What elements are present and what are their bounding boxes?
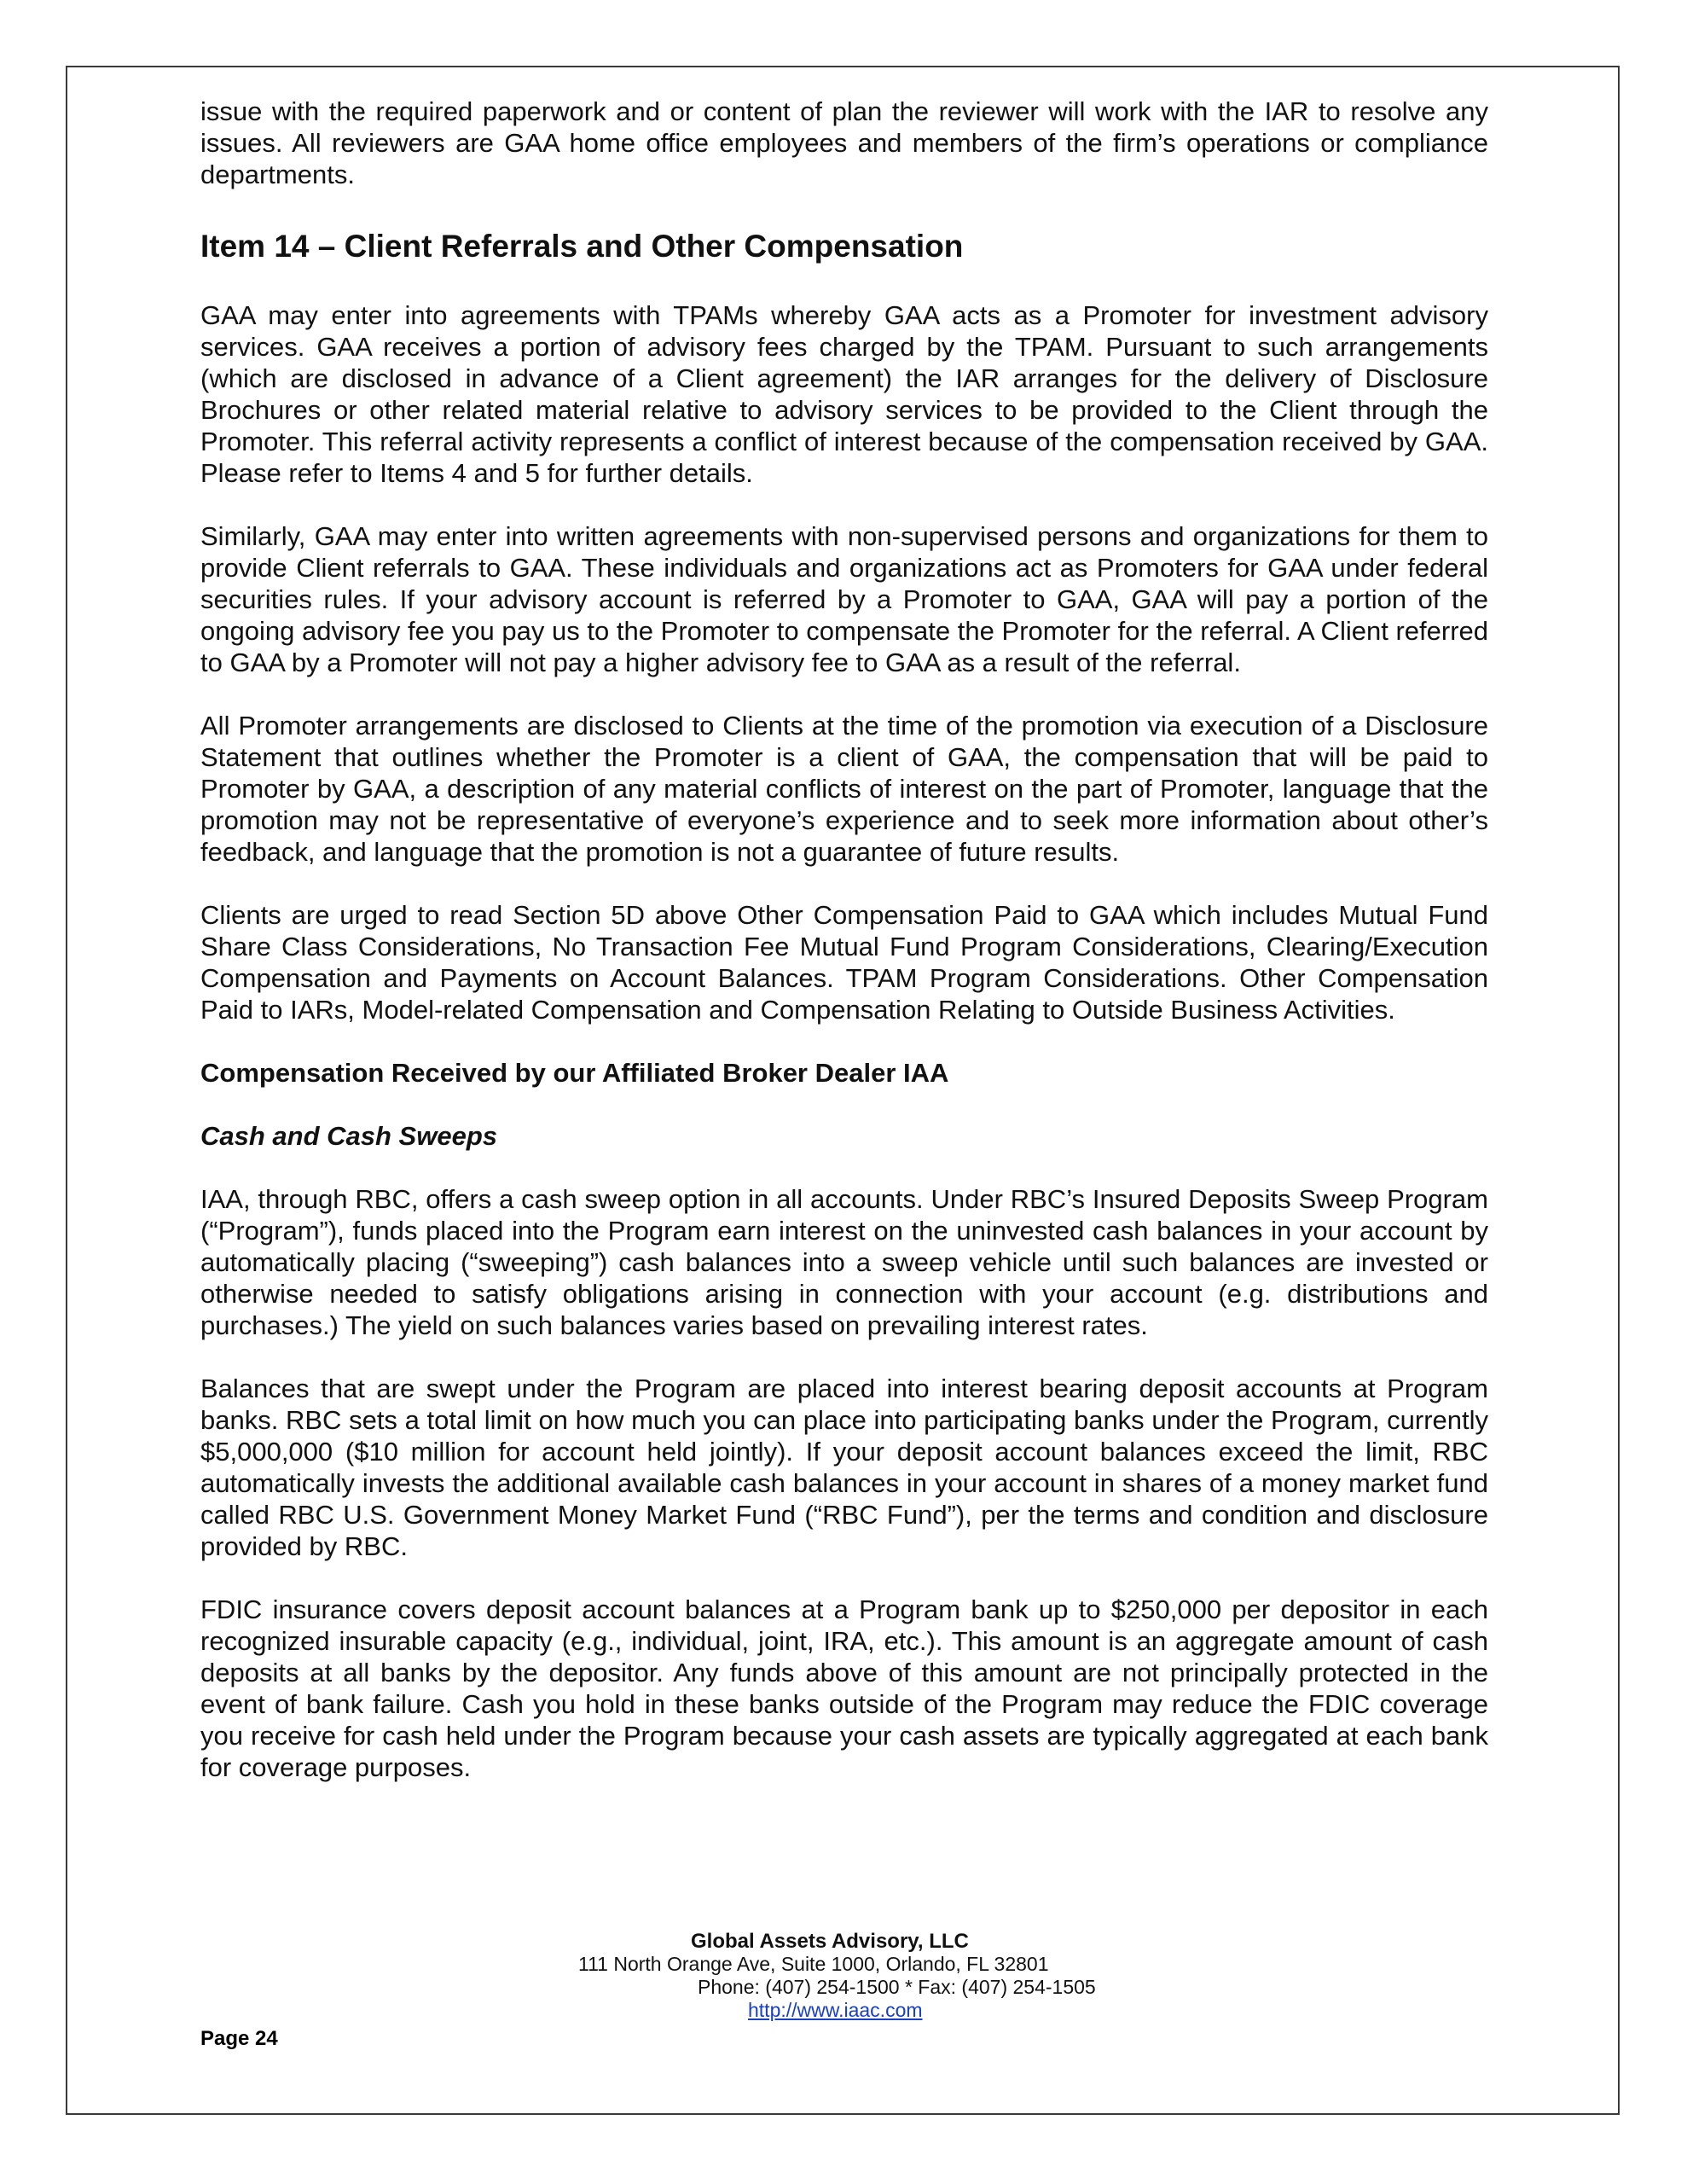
paragraph-fdic-insurance: FDIC insurance covers deposit account balances at a Program bank up to $250,000 per depositor in each recognized insurable capacity (e.g., individual, joint, IRA, etc.). This amount is an aggregate amount of cash deposits at all banks by the depositor. Any funds above of this amount are not principally protected in the event of bank failure. Cash you hold in these banks outside of the Program may reduce the FDIC coverage you receive for cash held under the Program because your cash assets are typically aggregated at each bank for coverage purposes. — [200, 1594, 1488, 1782]
footer-website-link[interactable]: http://www.iaac.com — [748, 1999, 923, 2021]
paragraph-program-balances: Balances that are swept under the Program are placed into interest bearing deposit accounts at Program banks. RBC sets a total limit on how much you can place into participating banks under the Program, currently $5,000,000 ($10 million for account held jointly). If your deposit account balances exceed the limit, RBC automatically invests the additional available cash balances in your account in shares of a money market fund called RBC U.S. Government Money Market Fund (“RBC Fund”), per the terms and condition and disclosure provided by RBC. — [200, 1374, 1488, 1561]
footer-company: Global Assets Advisory, LLC — [691, 1930, 969, 1953]
paragraph-section-5d: Clients are urged to read Section 5D above Other Compensation Paid to GAA which includes Mutual Fund Share Class Considerations, No Transaction Fee Mutual Fund Program Considerations, Clearing/Execution Compensation and Payments on Account Balances. TPAM Program Considerations. Other Compensation Paid to IARs, Model-related Compensation and Compensation Relating to Outside Business Activities. — [200, 900, 1488, 1025]
footer-address: 111 North Orange Ave, Suite 1000, Orlando, FL 32801 — [578, 1953, 1049, 1975]
subheading-broker-dealer: Compensation Received by our Affiliated Broker Dealer IAA — [200, 1058, 949, 1088]
section-heading: Item 14 – Client Referrals and Other Compensation — [200, 229, 964, 264]
paragraph-written-agreements: Similarly, GAA may enter into written agreements with non-supervised persons and organizations for them to provide Client referrals to GAA. These individuals and organizations act as Promoters for GAA under federal securities rules. If your advisory account is referred by a Promoter to GAA, GAA will pay a portion of the ongoing advisory fee you pay us to the Promoter to compensate the Promoter for the referral. A Client referred to GAA by a Promoter will not pay a higher advisory fee to GAA as a result of the referral. — [200, 521, 1488, 677]
footer-phone: Phone: (407) 254-1500 * Fax: (407) 254-1505 — [698, 1976, 1096, 1998]
paragraph-continuation: issue with the required paperwork and or content of plan the reviewer will work with the IAR to resolve any issues. All reviewers are GAA home office employees and members of the firm’s operations or compliance departments. — [200, 96, 1488, 189]
paragraph-cash-sweep-option: IAA, through RBC, offers a cash sweep option in all accounts. Under RBC’s Insured Deposits Sweep Program (“Program”), funds placed into the Program earn interest on the uninvested cash balances in your account by automatically placing (“sweeping”) cash balances into a sweep vehicle until such balances are invested or otherwise needed to satisfy obligations arising in connection with your account (e.g. distributions and purchases.) The yield on such balances varies based on prevailing interest rates. — [200, 1184, 1488, 1340]
document-body — [200, 96, 1488, 1783]
page-number: Page 24 — [200, 2027, 278, 2050]
paragraph-promoter-arrangements: All Promoter arrangements are disclosed to Clients at the time of the promotion via execution of a Disclosure Statement that outlines whether the Promoter is a client of GAA, the compensation that will be paid to Promoter by GAA, a description of any material conflicts of interest on the part of Promoter, language that the promotion may not be representative of everyone’s experience and to seek more information about other’s feedback, and language that the promotion is not a guarantee of future results. — [200, 711, 1488, 867]
subheading-cash-sweeps: Cash and Cash Sweeps — [200, 1121, 498, 1151]
paragraph-tpam-promoter: GAA may enter into agreements with TPAMs whereby GAA acts as a Promoter for investment advisory services. GAA receives a portion of advisory fees charged by the TPAM. Pursuant to such arrangements (which are disclosed in advance of a Client agreement) the IAR arranges for the delivery of Disclosure Brochures or other related material relative to advisory services to be provided to the Client through the Promoter. This referral activity represents a conflict of interest because of the compensation received by GAA. Please refer to Items 4 and 5 for further details. — [200, 300, 1488, 488]
